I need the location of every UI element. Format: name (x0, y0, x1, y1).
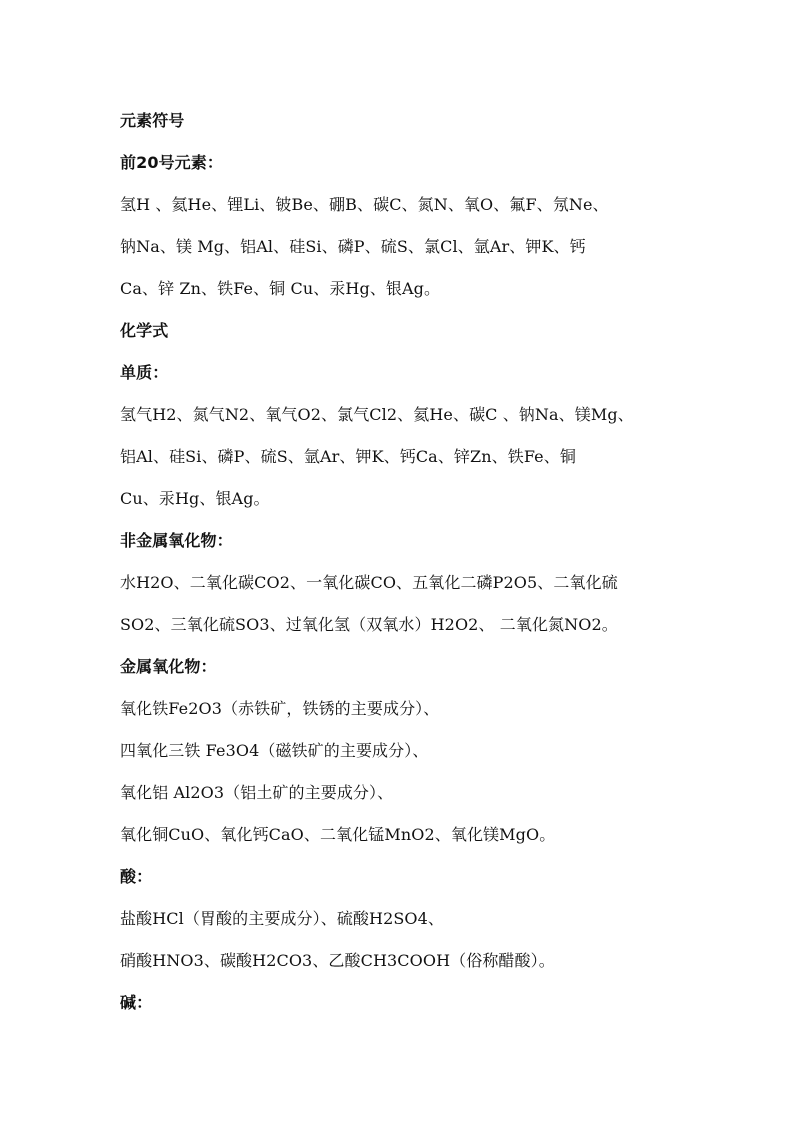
subsection-heading-metal-oxides: 金属氧化物： (120, 657, 217, 676)
paragraph-line: Ca、锌 Zn、铁Fe、铜 Cu、汞Hg、银Ag。 (120, 279, 441, 298)
paragraph-line: 水H2O、二氧化碳CO2、一氧化碳CO、五氧化二磷P2O5、二氧化硫 (120, 573, 618, 592)
paragraph-line: 氧化铝 Al2O3（铝土矿的主要成分）、 (120, 783, 394, 802)
document-body (120, 100, 700, 1024)
paragraph-line: Cu、汞Hg、银Ag。 (120, 489, 270, 508)
section-heading-first-20-elements: 前20号元素： (120, 153, 223, 172)
paragraph-line: 氧化铁Fe2O3（赤铁矿，铁锈的主要成分）、 (120, 699, 440, 718)
paragraph-line: 氢气H2、氮气N2、氧气O2、氯气Cl2、氦He、碳C 、钠Na、镁Mg、 (120, 405, 634, 424)
paragraph-line: 硝酸HNO3、碳酸H2CO3、乙酸CH3COOH（俗称醋酸）。 (120, 951, 555, 970)
subsection-heading-bases: 碱： (120, 993, 153, 1012)
paragraph-line: SO2、三氧化硫SO3、过氧化氢（双氧水）H2O2、 二氧化氮NO2。 (120, 615, 618, 634)
paragraph-line: 氢H 、氦He、锂Li、铍Be、硼B、碳C、氮N、氧O、氟F、氖Ne、 (120, 195, 609, 214)
paragraph-line: 氧化铜CuO、氧化钙CaO、二氧化锰MnO2、氧化镁MgO。 (120, 825, 556, 844)
document-title: 元素符号 (120, 111, 185, 130)
paragraph-line: 四氧化三铁 Fe3O4（磁铁矿的主要成分）、 (120, 741, 429, 760)
paragraph-line: 盐酸HCl（胃酸的主要成分）、硫酸H2SO4、 (120, 909, 445, 928)
paragraph-line: 铝Al、硅Si、磷P、硫S、氩Ar、钾K、钙Ca、锌Zn、铁Fe、铜 (120, 447, 576, 466)
section-title-chemical-formulas: 化学式 (120, 321, 169, 340)
subsection-heading-elements: 单质： (120, 363, 169, 382)
paragraph-line: 钠Na、镁 Mg、铝Al、硅Si、磷P、硫S、氯Cl、氩Ar、钾K、钙 (120, 237, 586, 256)
subsection-heading-nonmetal-oxides: 非金属氧化物： (120, 531, 233, 550)
subsection-heading-acids: 酸： (120, 867, 153, 886)
